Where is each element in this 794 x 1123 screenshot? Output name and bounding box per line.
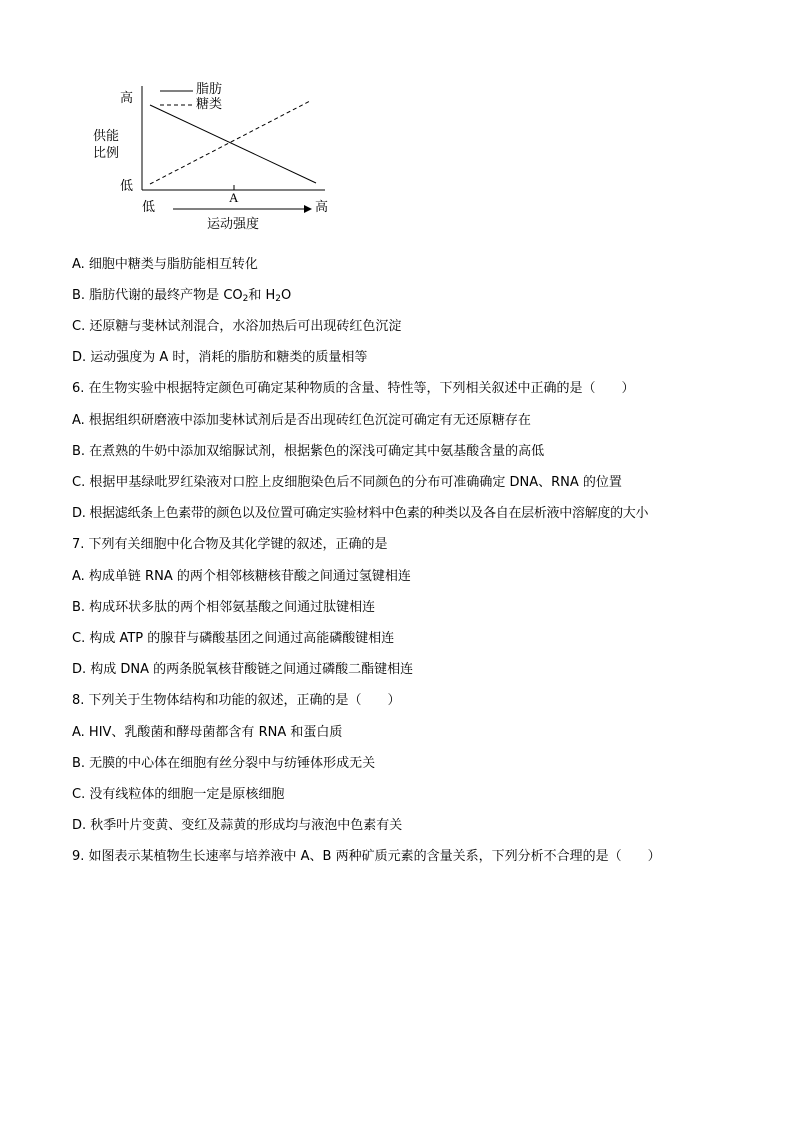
q7-stem: 7. 下列有关细胞中化合物及其化学键的叙述，正确的是 — [72, 537, 388, 552]
x-low-label: 低 — [142, 200, 156, 215]
x-marker-a: A — [229, 190, 239, 205]
q6-option-a: A. 根据组织研磨液中添加斐林试剂后是否出现砖红色沉淀可确定有无还原糖存在 — [72, 413, 531, 428]
y-high-label: 高 — [120, 91, 134, 106]
q8-option-c: C. 没有线粒体的细胞一定是原核细胞 — [72, 787, 285, 802]
q5-option-d: D. 运动强度为 A 时，消耗的脂肪和糖类的质量相等 — [72, 350, 368, 365]
q5-option-b: B. 脂肪代谢的最终产物是 $CO_2$和 $H_2O$ — [72, 288, 292, 304]
q8-option-d: D. 秋季叶片变黄、变红及蒜黄的形成均与液泡中色素有关 — [72, 818, 403, 833]
q6-option-b: B. 在煮熟的牛奶中添加双缩脲试剂，根据紫色的深浅可确定其中氨基酸含量的高低 — [72, 444, 545, 459]
x-axis-label: 运动强度 — [207, 217, 260, 232]
q7-option-d: D. 构成 DNA 的两条脱氧核苷酸链之间通过磷酸二酯键相连 — [72, 662, 414, 677]
y-low-label: 低 — [120, 179, 134, 194]
q5-option-c: C. 还原糖与斐林试剂混合，水浴加热后可出现砖红色沉淀 — [72, 319, 402, 334]
y-axis-label-line2: 比例 — [93, 146, 120, 161]
q7-option-c: C. 构成 ATP 的腺苷与磷酸基团之间通过高能磷酸键相连 — [72, 631, 395, 646]
q8-option-a: A. HIV、乳酸菌和酵母菌都含有 RNA 和蛋白质 — [72, 725, 343, 740]
y-axis-label-line1: 供能 — [93, 129, 120, 144]
fat-line — [150, 105, 316, 183]
q7-option-b: B. 构成环状多肽的两个相邻氨基酸之间通过肽键相连 — [72, 600, 376, 615]
q8-option-b: B. 无膜的中心体在细胞有丝分裂中与纺锤体形成无关 — [72, 756, 376, 771]
q7-option-a: A. 构成单链 RNA 的两个相邻核糖核苷酸之间通过氢键相连 — [72, 569, 411, 584]
energy-supply-figure — [80, 78, 350, 243]
q6-option-c: C. 根据甲基绿吡罗红染液对口腔上皮细胞染色后不同颜色的分布可准确确定 DNA、RNA 的位置 — [72, 475, 622, 490]
q8-stem: 8. 下列关于生物体结构和功能的叙述，正确的是（ ） — [72, 693, 401, 708]
q5-option-a: A. 细胞中糖类与脂肪能相互转化 — [72, 257, 258, 272]
x-high-label: 高 — [315, 200, 329, 215]
q6-option-d: D. 根据滤纸条上色素带的颜色以及位置可确定实验材料中色素的种类以及各自在层析液中溶解度的大小 — [72, 506, 649, 521]
legend-sugar-label: 糖类 — [196, 97, 223, 112]
q9-stem: 9. 如图表示某植物生长速率与培养液中 A、B 两种矿质元素的含量关系，下列分析不合理的是（ ） — [72, 849, 661, 864]
q6-stem: 6. 在生物实验中根据特定颜色可确定某种物质的含量、特性等，下列相关叙述中正确的是（ ） — [72, 381, 635, 396]
legend-fat-label: 脂肪 — [196, 82, 223, 97]
